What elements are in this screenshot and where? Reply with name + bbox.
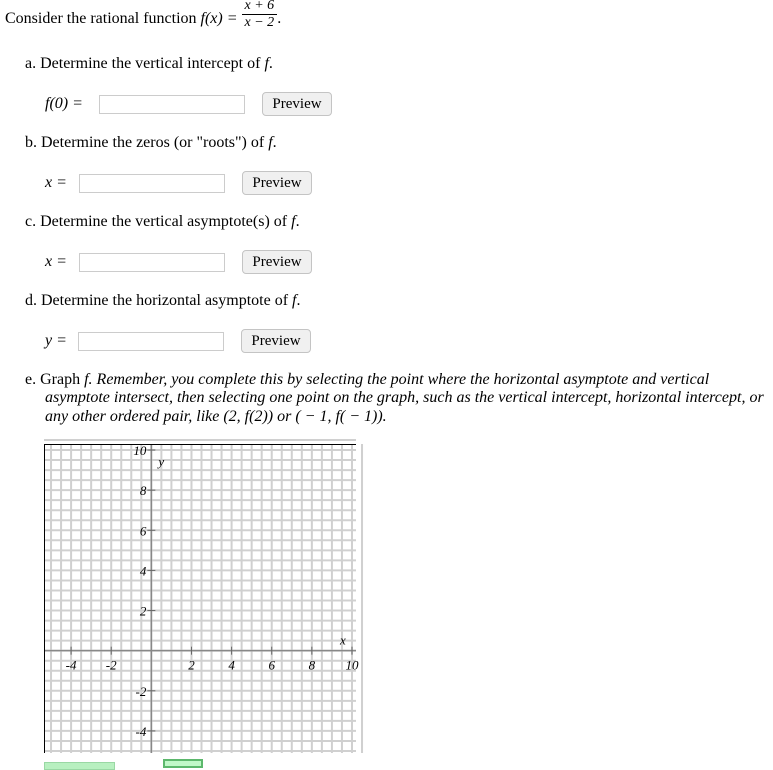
- x-tick-label: 8: [308, 657, 316, 673]
- x-tick-label: 4: [228, 657, 235, 673]
- part-period: .: [295, 213, 300, 230]
- part-label-text: c. Determine the vertical asymptote(s) of: [25, 213, 288, 230]
- y-tick-label: -4: [135, 723, 147, 739]
- part-period: .: [272, 134, 277, 151]
- function-name: f(x) =: [200, 10, 238, 28]
- preview-button-a[interactable]: Preview: [262, 92, 332, 116]
- answer-prompt: y =: [45, 332, 67, 349]
- part-e-line2: asymptote intersect, then selecting one point on the graph, such as the vertical intercept, horizontal intercept, or: [45, 389, 764, 406]
- preview-button-c[interactable]: Preview: [242, 250, 312, 274]
- part-var: f: [291, 213, 296, 230]
- answer-input-c[interactable]: [79, 253, 225, 272]
- x-axis-label: x: [339, 632, 346, 648]
- part-var: f: [264, 55, 269, 72]
- part-label-text: a. Determine the vertical intercept of: [25, 55, 261, 72]
- y-tick-label: 10: [133, 443, 147, 459]
- x-tick-label: 6: [268, 657, 275, 673]
- part-e-var: f.: [84, 371, 93, 388]
- answer-input-d[interactable]: [78, 332, 224, 351]
- numerator: x + 6: [242, 0, 278, 15]
- part-var: f: [292, 292, 297, 309]
- graph-canvas[interactable]: [44, 443, 359, 753]
- x-tick-label: 2: [188, 657, 195, 673]
- x-tick-label: 10: [345, 657, 359, 673]
- preview-button-b[interactable]: Preview: [242, 171, 312, 195]
- answer-prompt: x =: [45, 253, 67, 270]
- answer-input-b[interactable]: [79, 174, 225, 193]
- intro: [5, 0, 282, 31]
- y-tick-label: -2: [135, 683, 147, 699]
- part-e-line1: Remember, you complete this by selecting the point where the horizontal asymptote and vertical: [96, 371, 710, 388]
- y-tick-label: 4: [139, 563, 147, 579]
- part-e-text: e. Graph: [25, 371, 81, 388]
- y-tick-label: 6: [139, 523, 147, 539]
- part-c-label: [25, 213, 300, 231]
- answer-prompt: f(0) =: [45, 95, 83, 112]
- part-d-label: [25, 292, 300, 310]
- period: .: [277, 10, 282, 28]
- answer-prompt: x =: [45, 174, 67, 191]
- y-tick-label: 8: [139, 483, 147, 499]
- denominator: x − 2: [244, 15, 275, 30]
- y-tick-label: 2: [139, 603, 147, 619]
- x-tick-label: -4: [65, 657, 77, 673]
- part-period: .: [268, 55, 273, 72]
- intro-text: Consider the rational function: [5, 10, 197, 28]
- part-e-label: [25, 371, 709, 389]
- part-a-label: [25, 55, 273, 73]
- part-e-line3: any other ordered pair, like (2, f(2)) or ( − 1, f( − 1)).: [45, 408, 387, 425]
- answer-input-a[interactable]: [99, 95, 245, 114]
- part-label-text: d. Determine the horizontal asymptote of: [25, 292, 289, 309]
- part-label-text: b. Determine the zeros (or "roots") of: [25, 134, 265, 151]
- y-axis-label: y: [158, 454, 165, 470]
- graph-tool-point[interactable]: [44, 762, 115, 770]
- part-period: .: [296, 292, 301, 309]
- part-var: f: [268, 134, 273, 151]
- preview-button-d[interactable]: Preview: [241, 329, 311, 353]
- function-fraction: [242, 0, 278, 31]
- graph-tool-selected[interactable]: [163, 759, 203, 768]
- x-tick-label: -2: [105, 657, 117, 673]
- part-b-label: [25, 134, 277, 152]
